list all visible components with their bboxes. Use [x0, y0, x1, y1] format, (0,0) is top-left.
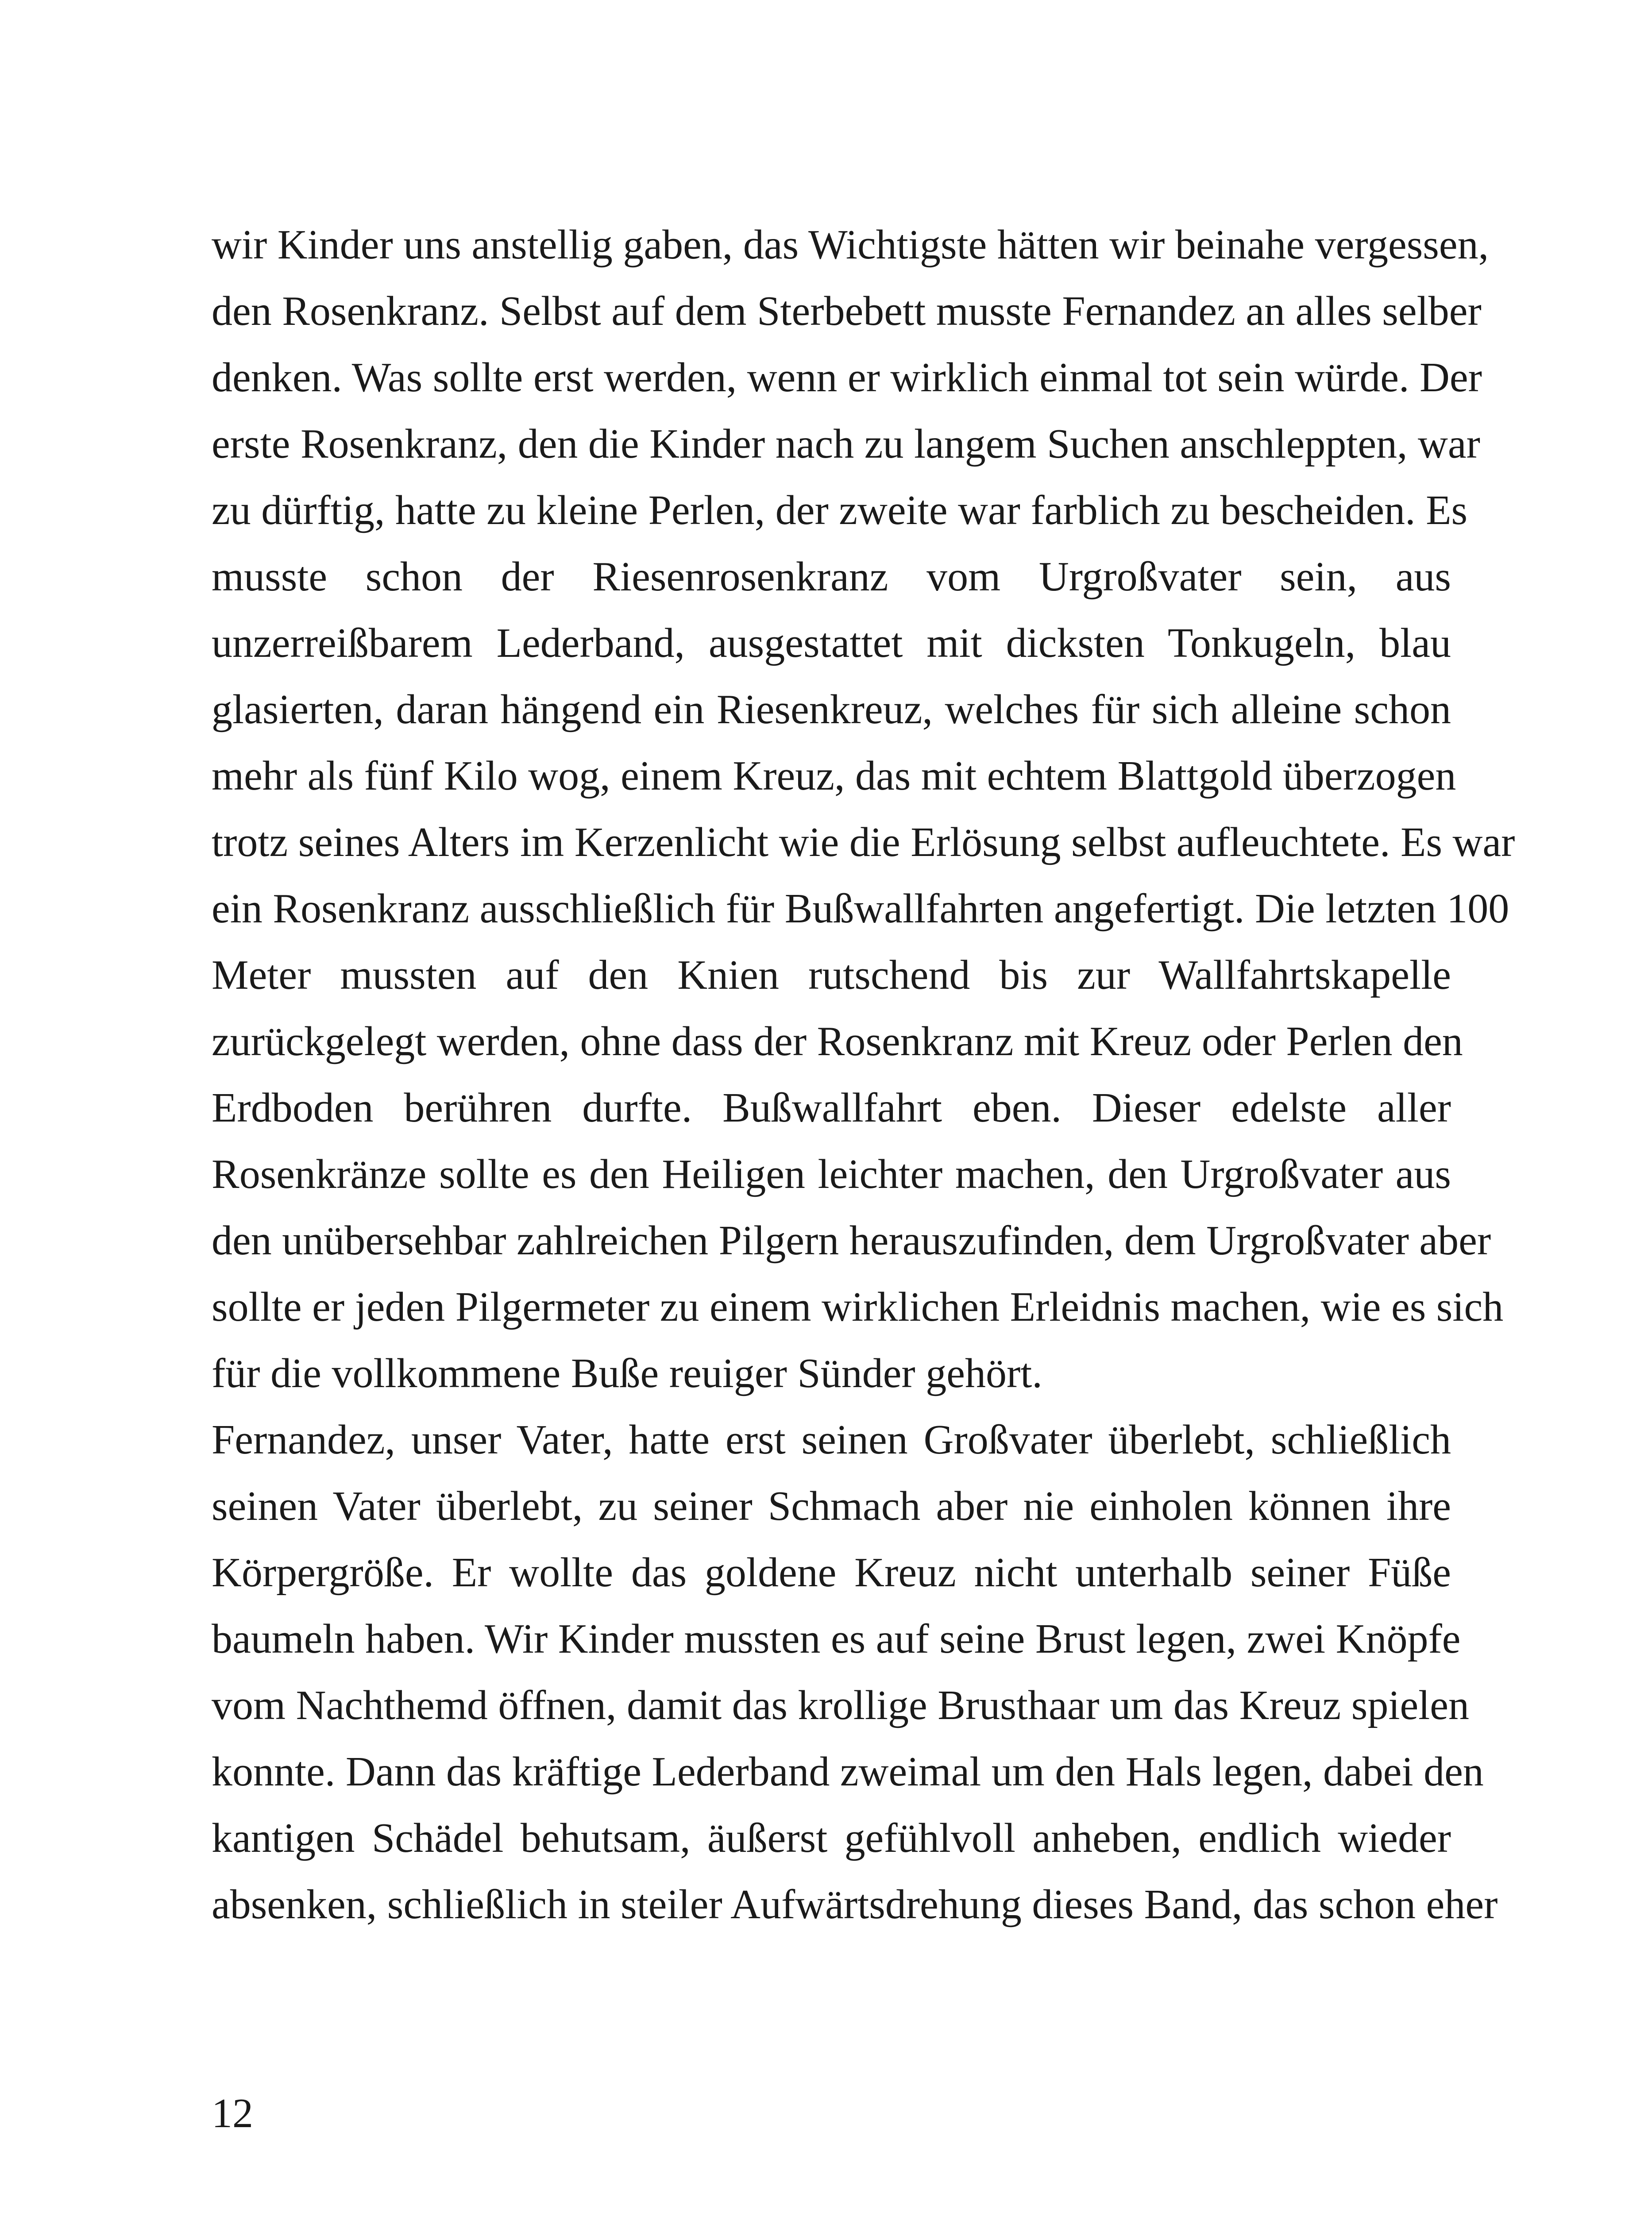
text-line: Fernandez, unser Vater, hatte erst seinen Großvater überlebt, schließlich	[212, 1417, 1451, 1463]
text-line: sollte er jeden Pilgermeter zu einem wirklichen Erleidnis machen, wie es sich	[212, 1284, 1504, 1330]
text-line: zu dürftig, hatte zu kleine Perlen, der zweite war farblich zu bescheiden. Es	[212, 487, 1468, 533]
text-line: kantigen Schädel behutsam, äußerst gefühlvoll anheben, endlich wieder	[212, 1815, 1451, 1861]
text-line: den unübersehbar zahlreichen Pilgern herauszufinden, dem Urgroßvater aber	[212, 1218, 1491, 1264]
text-line: erste Rosenkranz, den die Kinder nach zu langem Suchen anschleppten, war	[212, 421, 1480, 467]
text-line: Erdboden berühren durfte. Bußwallfahrt eben. Dieser edelste aller	[212, 1085, 1451, 1131]
text-line: denken. Was sollte erst werden, wenn er wirklich einmal tot sein würde. Der	[212, 355, 1482, 401]
text-line: unzerreißbarem Lederband, ausgestattet mit dicksten Tonkugeln, blau	[212, 620, 1451, 666]
text-line: absenken, schließlich in steiler Aufwärtsdrehung dieses Band, das schon eher	[212, 1881, 1498, 1928]
text-line: zurückgelegt werden, ohne dass der Rosenkranz mit Kreuz oder Perlen den	[212, 1018, 1463, 1064]
text-line: trotz seines Alters im Kerzenlicht wie die Erlösung selbst aufleuchtete. Es war	[212, 819, 1515, 865]
text-line: glasierten, daran hängend ein Riesenkreuz, welches für sich alleine schon	[212, 686, 1451, 733]
text-line: den Rosenkranz. Selbst auf dem Sterbebett musste Fernandez an alles selber	[212, 288, 1482, 334]
text-line: ein Rosenkranz ausschließlich für Bußwallfahrten angefertigt. Die letzten 100	[212, 886, 1509, 932]
page-number: 12	[212, 2090, 253, 2136]
text-line: vom Nachthemd öffnen, damit das krollige Brusthaar um das Kreuz spielen	[212, 1682, 1470, 1728]
body-text	[212, 212, 1515, 1938]
text-line: mehr als fünf Kilo wog, einem Kreuz, das mit echtem Blattgold überzogen	[212, 753, 1456, 799]
text-line: baumeln haben. Wir Kinder mussten es auf seine Brust legen, zwei Knöpfe	[212, 1616, 1461, 1662]
text-line: konnte. Dann das kräftige Lederband zweimal um den Hals legen, dabei den	[212, 1749, 1484, 1795]
text-line: seinen Vater überlebt, zu seiner Schmach aber nie einholen können ihre	[212, 1483, 1451, 1529]
text-line-paragraph-end: für die vollkommene Buße reuiger Sünder gehört.	[212, 1350, 1042, 1396]
text-line: Rosenkränze sollte es den Heiligen leichter machen, den Urgroßvater aus	[212, 1151, 1451, 1197]
text-line: wir Kinder uns anstellig gaben, das Wichtigste hätten wir beinahe vergessen,	[212, 222, 1489, 268]
text-line: Meter mussten auf den Knien rutschend bis zur Wallfahrtskapelle	[212, 952, 1451, 998]
text-line: musste schon der Riesenrosenkranz vom Urgroßvater sein, aus	[212, 554, 1451, 600]
text-line: Körpergröße. Er wollte das goldene Kreuz nicht unterhalb seiner Füße	[212, 1550, 1451, 1596]
